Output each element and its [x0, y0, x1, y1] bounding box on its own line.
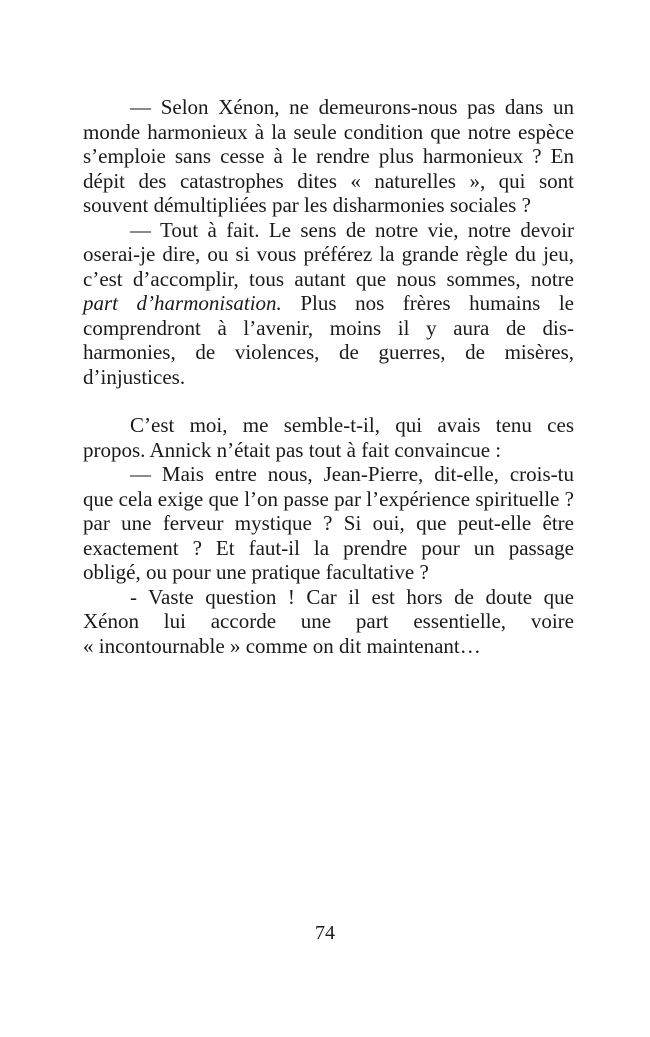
text-line: « incontournable » comme on dit maintenant…	[83, 633, 481, 658]
text-line: souvent démultipliées par les disharmonies sociales ?	[83, 193, 531, 217]
text-line: Xénon lui accorde une part essentielle, voire	[83, 609, 574, 633]
text-line: harmonies, de violences, de guerres, de misères,	[83, 340, 574, 364]
text-line: oserai-je dire, ou si vous préférez la grande règle du jeu,	[83, 242, 574, 266]
page-number: 74	[315, 922, 335, 944]
text-line: — Mais entre nous, Jean-Pierre, dit-elle, crois-tu	[130, 462, 574, 486]
text-line: C’est moi, me semble-t-il, qui avais tenu ces	[130, 413, 574, 437]
body-text	[83, 95, 574, 658]
text-line: comprendront à l’avenir, moins il y aura de dis-	[83, 315, 574, 340]
text-line: c’est d’accomplir, tous autant que nous sommes, notre	[83, 266, 574, 291]
text-segment: Plus nos frères humains le	[281, 291, 574, 315]
text-line	[83, 291, 574, 316]
text-line: dépit des catastrophes dites « naturelles », qui sont	[83, 168, 574, 193]
text-line: exactement ? Et faut-il la prendre pour un passage	[83, 535, 574, 560]
text-line: que cela exige que l’on passe par l’expérience spirituelle ?	[83, 486, 574, 511]
text-line: monde harmonieux à la seule condition que notre espèce	[83, 119, 574, 144]
text-line: - Vaste question ! Car il est hors de doute que	[130, 584, 574, 609]
paragraph-gap	[83, 389, 574, 413]
text-line: propos. Annick n’était pas tout à fait convaincue :	[83, 437, 502, 462]
text-line: d’injustices.	[83, 364, 186, 389]
text-line: s’emploie sans cesse à le rendre plus harmonieux ? En	[83, 144, 574, 168]
text-line: obligé, ou pour une pratique facultative ?	[83, 560, 429, 584]
text-line: par une ferveur mystique ? Si oui, que peut-elle être	[83, 511, 574, 535]
italic-phrase: part d’harmonisation.	[83, 291, 282, 315]
text-line: — Tout à fait. Le sens de notre vie, notre devoir	[130, 217, 574, 242]
text-line: — Selon Xénon, ne demeurons-nous pas dans un	[130, 95, 574, 119]
